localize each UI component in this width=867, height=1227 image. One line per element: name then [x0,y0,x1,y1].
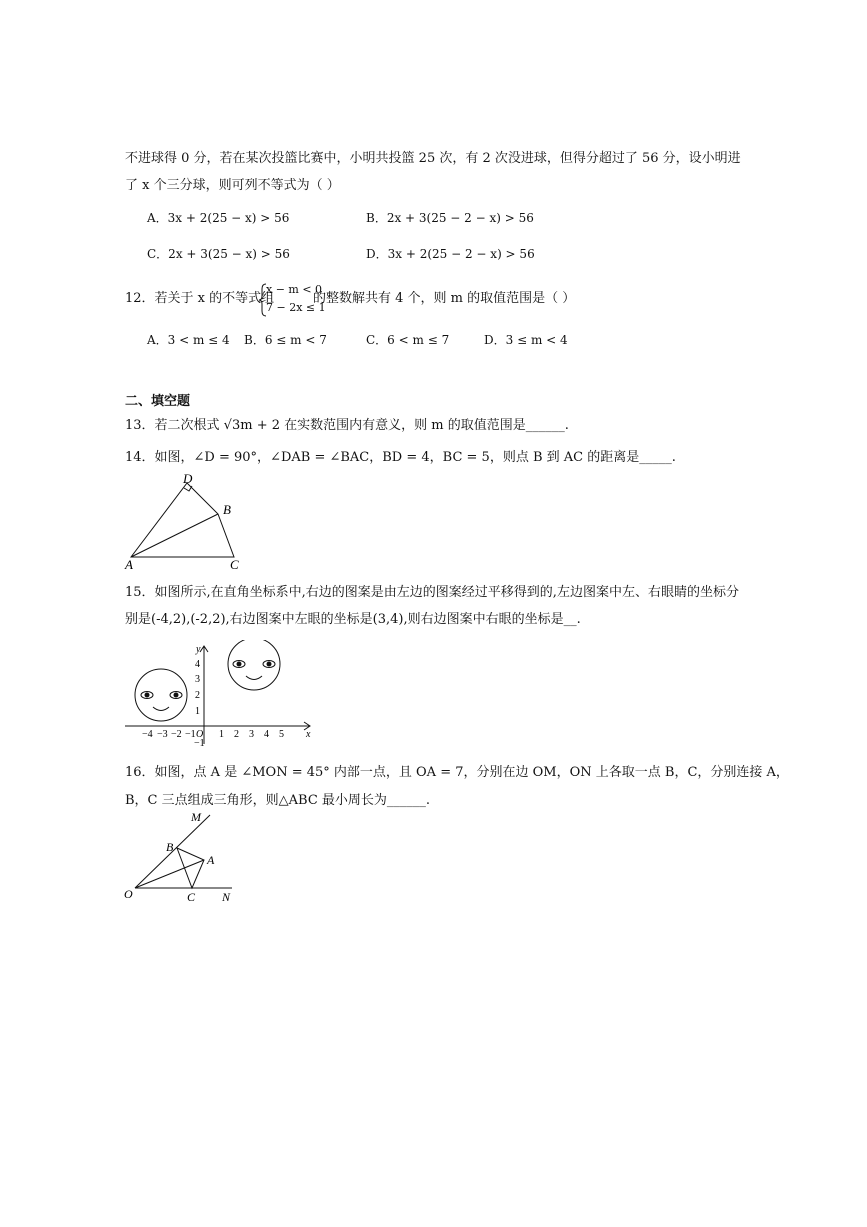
label-d: D [183,471,193,486]
x-tick: −2 [171,729,182,740]
q16-angle-figure [120,810,245,905]
section-title: 二、填空题 [125,394,191,409]
q12-prefix: 12．若关于 x 的不等式组 [125,291,275,306]
q11-line1: 不进球得 0 分，若在某次投篮比赛中，小明共投篮 25 次，有 2 次没进球，但得分超过了 56 分，设小明进 [125,151,741,166]
left-face-eyes [141,692,182,699]
q16-line1: 16．如图，点 A 是 ∠MON = 45° 内部一点，且 OA = 7，分别在边 OM，ON 上各取一点 B，C，分别连接 A， [125,765,789,780]
x-tick: 4 [264,729,269,740]
x-tick: −4 [142,729,153,740]
q14-text: 14．如图，∠D = 90°，∠DAB = ∠BAC，BD = 4，BC = 5，则点 B 到 AC 的距离是_____. [125,450,676,465]
q11-option-d: D．3x + 2(25 − 2 − x) > 56 [366,247,535,261]
label-a: A [125,557,133,572]
label-c: C [230,557,239,572]
y-tick: −1 [194,738,205,749]
y-tick: 3 [195,674,200,685]
x-tick: −3 [157,729,168,740]
y-tick: 4 [195,659,200,670]
q12-option-a: A．3 < m ≤ 4 [147,333,230,347]
q11-option-b: B．2x + 3(25 − 2 − x) > 56 [366,211,534,225]
origin-label: O [196,729,204,740]
label-b: B [223,502,231,517]
q11-option-a: A．3x + 2(25 − x) > 56 [147,211,290,225]
q12-inequality-1: x − m < 0 [266,283,323,296]
x-tick: −1 [185,729,196,740]
label-c: C [187,890,196,904]
x-tick: 2 [234,729,239,740]
x-tick: 3 [249,729,254,740]
label-n: N [222,890,231,904]
q15-coordinate-figure [120,640,320,752]
q12-suffix: 的整数解共有 4 个，则 m 的取值范围是（ ） [313,291,576,306]
q12-option-d: D．3 ≤ m < 4 [484,333,568,347]
label-m: M [191,810,201,824]
y-tick: 1 [195,706,200,717]
q12-option-b: B．6 ≤ m < 7 [244,333,327,347]
q14-triangle-figure [120,470,260,572]
q13-text: 13．若二次根式 √3m + 2 在实数范围内有意义，则 m 的取值范围是______. [125,418,569,433]
q15-line2: 别是(-4,2),(-2,2),右边图案中左眼的坐标是(3,4),则右边图案中右眼的坐标是__. [125,612,581,627]
q11-line2: 了 x 个三分球，则可列不等式为（ ） [125,178,340,193]
label-o: O [124,887,133,901]
q16-line2: B，C 三点组成三角形，则△ABC 最小周长为______. [125,793,431,808]
x-tick: 1 [219,729,224,740]
q12-option-c: C．6 < m ≤ 7 [366,333,450,347]
right-face-eyes [233,661,275,668]
q11-option-c: C．2x + 3(25 − x) > 56 [147,247,290,261]
x-tick: 5 [279,729,284,740]
label-a: A [207,853,215,867]
x-axis-label: x [306,729,311,740]
y-tick: 2 [195,690,200,701]
y-axis-label: y [196,644,201,655]
label-b: B [166,840,174,854]
q15-line1: 15．如图所示,在直角坐标系中,右边的图案是由左边的图案经过平移得到的,左边图案中左、右眼睛的坐标分 [125,585,739,600]
q12-inequality-2: 7 − 2x ≤ 1 [266,301,326,314]
